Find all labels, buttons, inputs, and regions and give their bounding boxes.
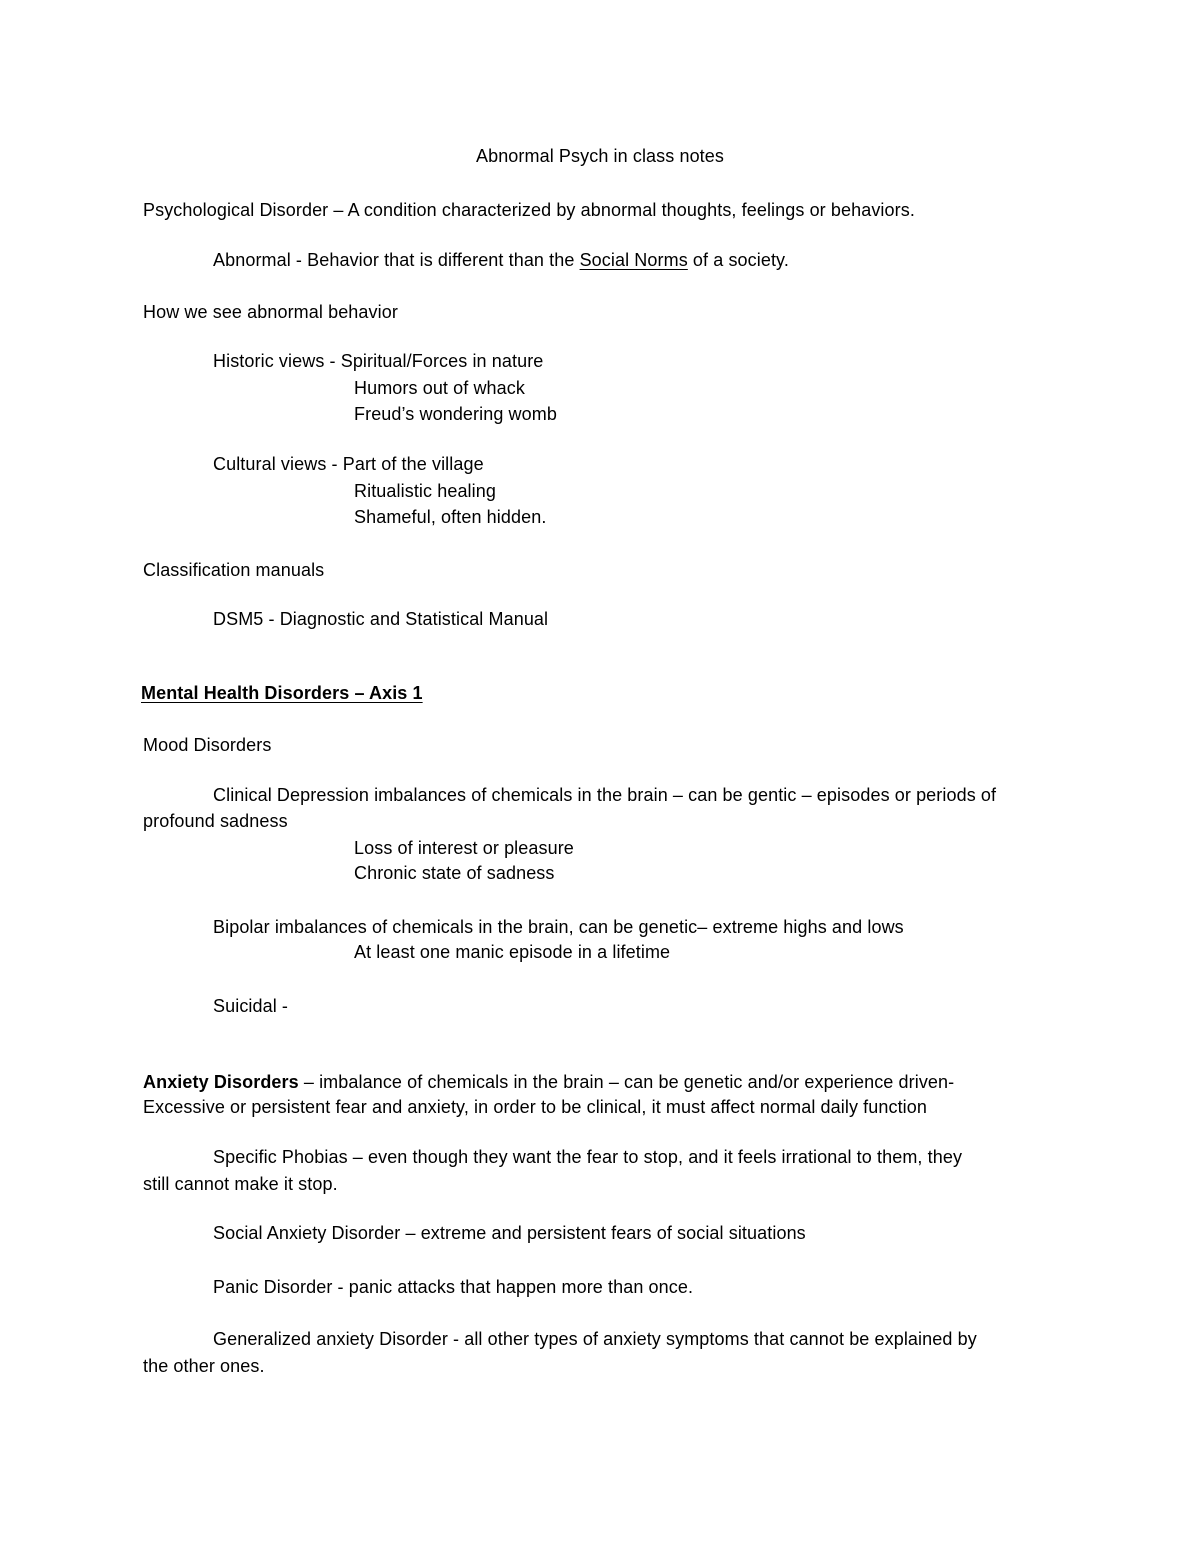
abnormal-prefix: Abnormal - Behavior that is different than the: [213, 250, 580, 270]
abnormal-definition-line: [213, 249, 789, 271]
anxiety-line: [143, 1071, 954, 1093]
how-we-see-heading: How we see abnormal behavior: [143, 302, 398, 322]
depression-line-continued: profound sadness: [143, 811, 288, 831]
mood-disorders-heading: Mood Disorders: [143, 735, 272, 755]
bipolar-item: At least one manic episode in a lifetime: [354, 942, 671, 962]
classification-heading: Classification manuals: [143, 560, 325, 580]
suicidal-line: Suicidal -: [213, 996, 289, 1016]
phobias-line-continued: still cannot make it stop.: [143, 1174, 338, 1194]
generalized-anxiety-line: Generalized anxiety Disorder - all other types of anxiety symptoms that cannot be explained by: [213, 1329, 977, 1349]
panic-disorder-line: Panic Disorder - panic attacks that happen more than once.: [213, 1277, 694, 1297]
psych-disorder-line: [143, 199, 915, 221]
historic-item: Humors out of whack: [354, 378, 525, 398]
historic-views-line: Historic views - Spiritual/Forces in nature: [213, 351, 544, 371]
bipolar-line: Bipolar imbalances of chemicals in the brain, can be genetic– extreme highs and lows: [213, 917, 904, 937]
dsm-line: DSM5 - Diagnostic and Statistical Manual: [213, 609, 549, 629]
depression-line: Clinical Depression imbalances of chemicals in the brain – can be gentic – episodes or periods of: [213, 785, 997, 805]
anxiety-line-continued: Excessive or persistent fear and anxiety, in order to be clinical, it must affect normal daily function: [143, 1097, 928, 1117]
social-norms-term: Social Norms: [579, 250, 688, 270]
depression-item: Loss of interest or pleasure: [354, 838, 574, 858]
generalized-anxiety-line-continued: the other ones.: [143, 1356, 265, 1376]
depression-item: Chronic state of sadness: [354, 863, 555, 883]
phobias-line: Specific Phobias – even though they want the fear to stop, and it feels irrational to them, they: [213, 1147, 963, 1167]
psych-disorder-term: Psychological Disorder: [143, 200, 329, 220]
cultural-views-line: Cultural views - Part of the village: [213, 454, 484, 474]
mental-health-heading: Mental Health Disorders – Axis 1: [141, 683, 423, 703]
anxiety-term: Anxiety Disorders: [143, 1072, 299, 1092]
psych-disorder-definition: – A condition characterized by abnormal thoughts, feelings or behaviors.: [328, 200, 915, 220]
anxiety-definition: – imbalance of chemicals in the brain – can be genetic and/or experience driven-: [298, 1072, 955, 1092]
historic-item: Freud’s wondering womb: [354, 404, 557, 424]
document-title: Abnormal Psych in class notes: [475, 146, 724, 166]
abnormal-suffix: of a society.: [687, 250, 789, 270]
cultural-item: Ritualistic healing: [354, 481, 496, 501]
cultural-item: Shameful, often hidden.: [354, 507, 547, 527]
social-anxiety-line: Social Anxiety Disorder – extreme and persistent fears of social situations: [213, 1223, 806, 1243]
